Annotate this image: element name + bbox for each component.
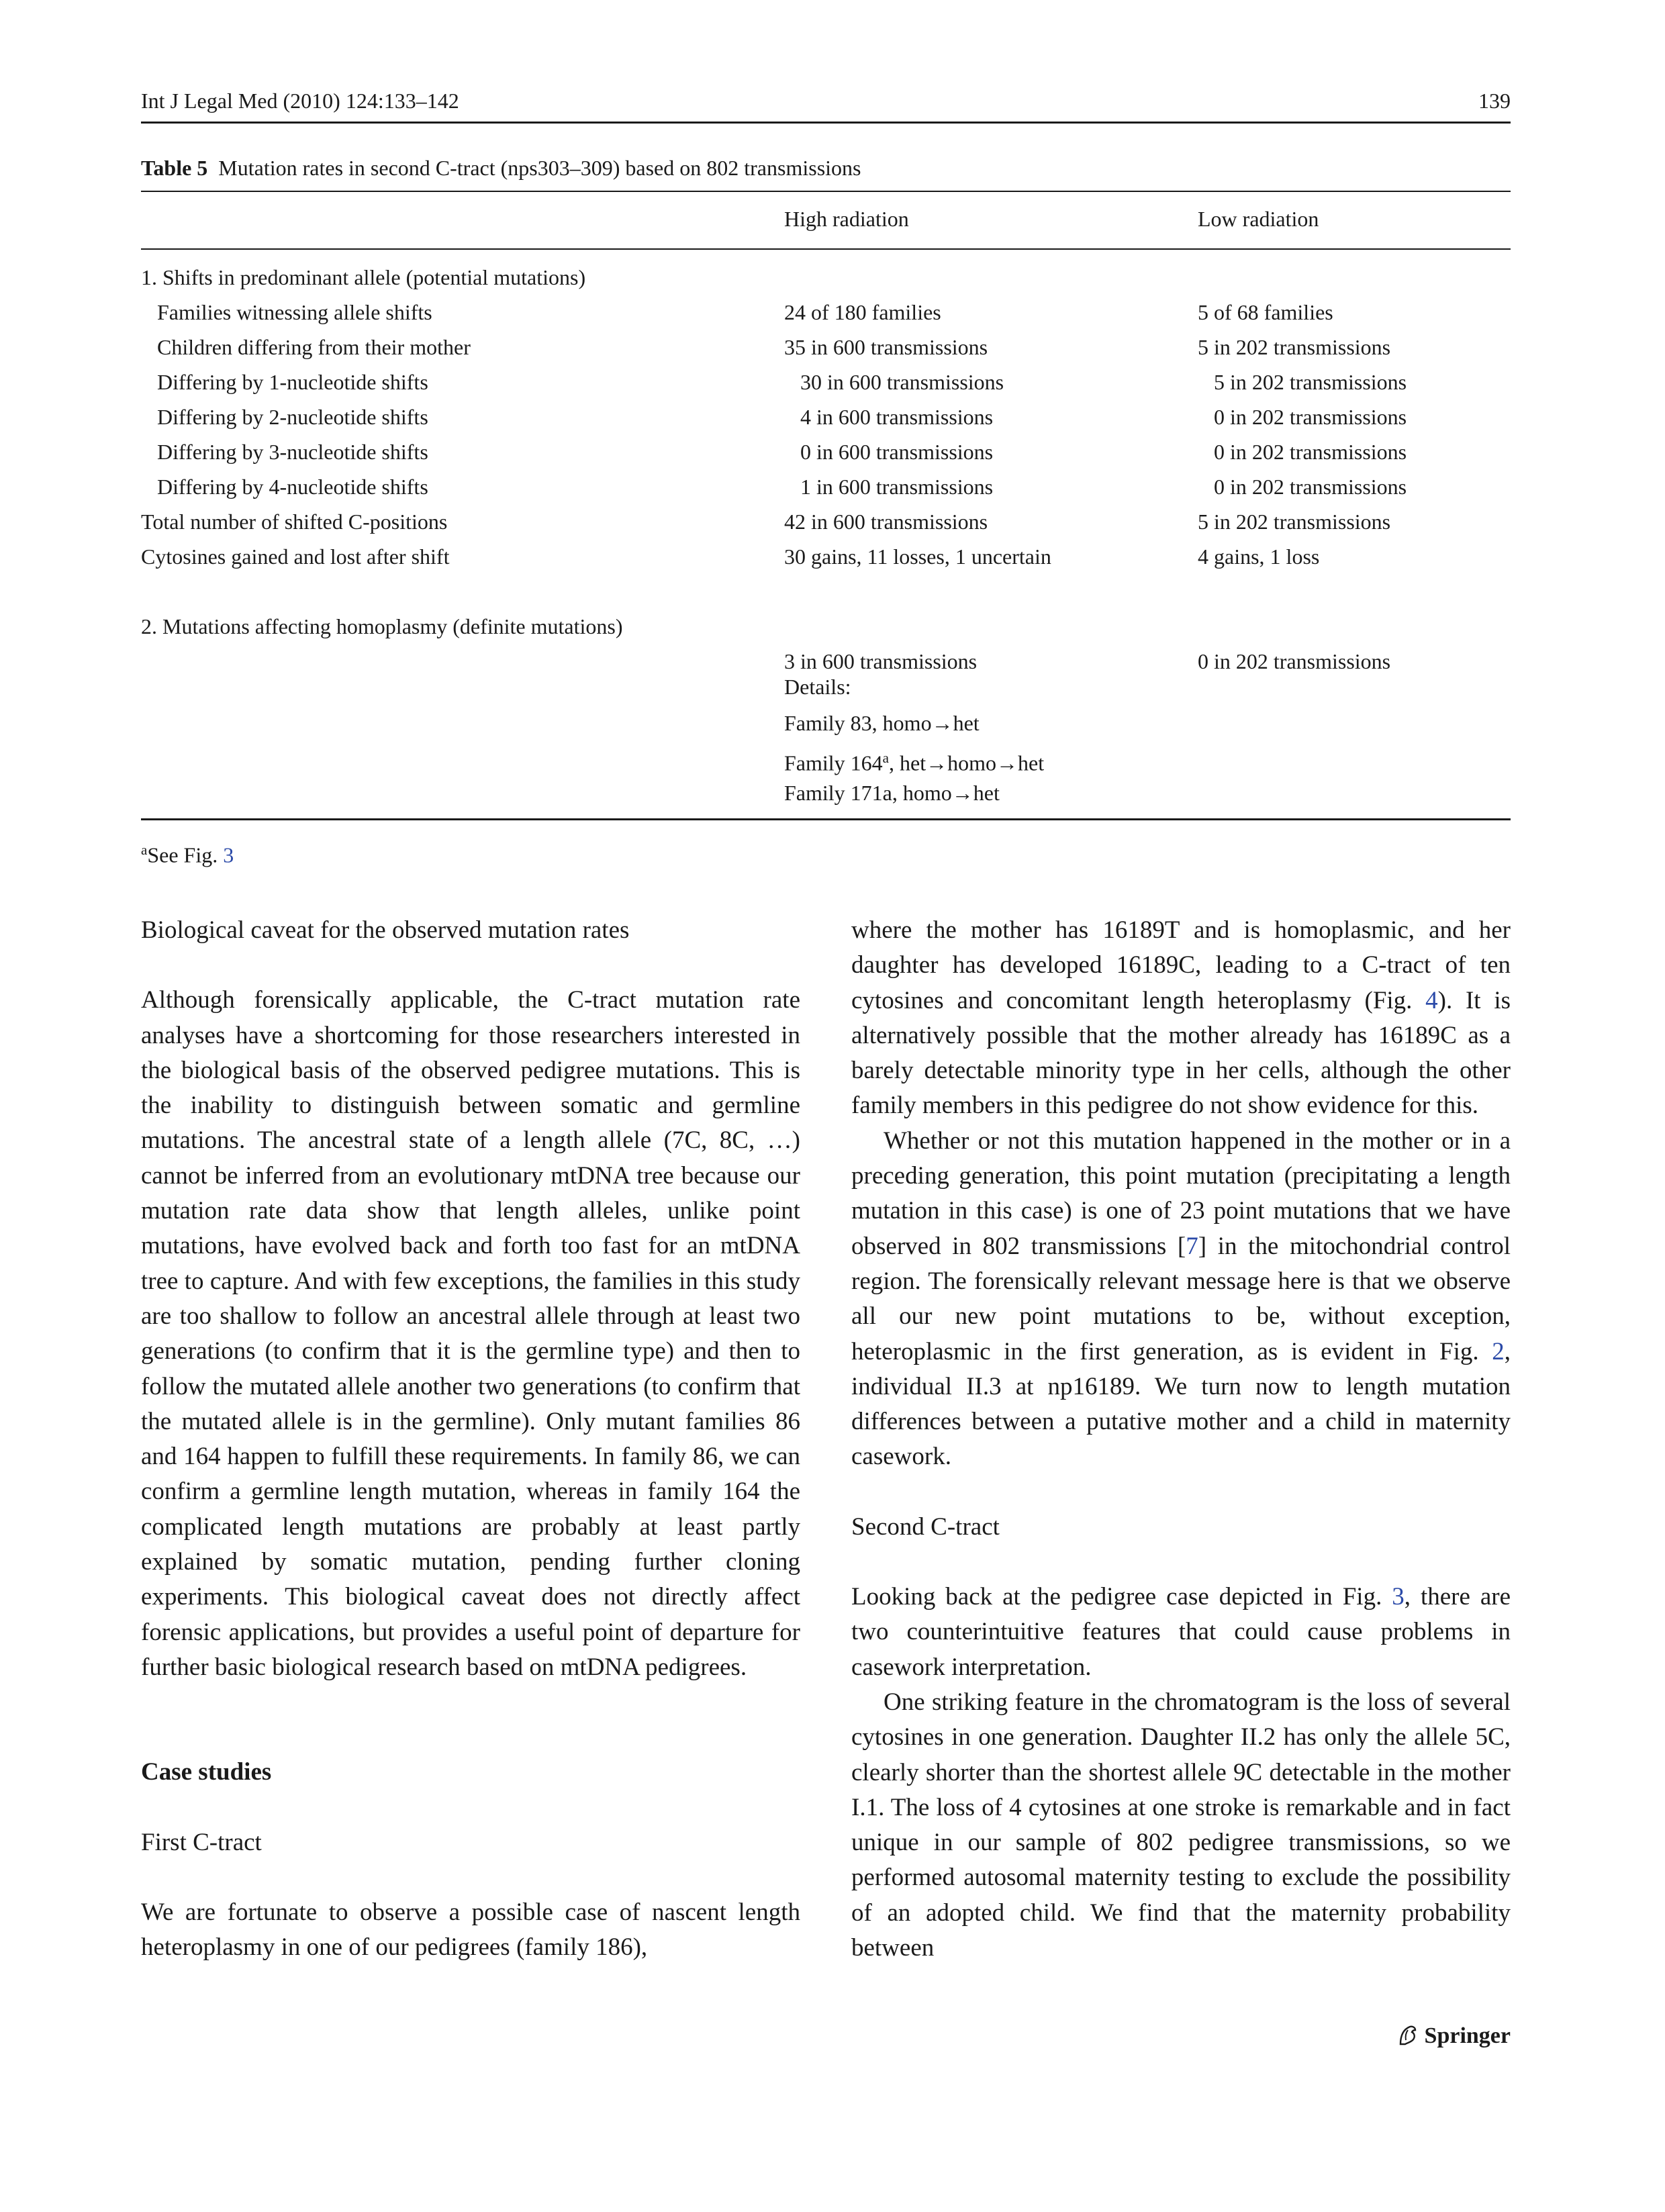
row-high: 30 gains, 11 losses, 1 uncertain xyxy=(784,544,1051,569)
row-high: 1 in 600 transmissions xyxy=(800,475,994,499)
detail-item: Family 171a, homo→het xyxy=(784,781,1000,805)
table-top-rule xyxy=(141,191,1511,192)
left-column xyxy=(141,913,800,1965)
publisher-mark xyxy=(1396,2023,1511,2053)
paragraph: Although forensically applicable, the C-tract mutation rate analyses have a shortcoming for those researchers interested in the biological basis of the observed pedigree mutations. This is the inability to distinguish between somatic and germline mutations. The ancestral state of a length allele (7C, 8C, …) cannot be inferred from an evolutionary mtDNA tree because our mutation rate data show that length alleles, unlike point mutations, have evolved back and forth too fast for an mtDNA tree to capture. And with few exceptions, the families in this study are too shallow to follow an ancestral allele through at least two generations (to confirm that it is the germline type) and then to follow the mutated allele another two generations (to confirm that the mutated allele is in the germline). Only mutant families 86 and 164 happen to fulfill these requirements. In family 86, we can confirm a germline length mutation, whereas in family 164 the complicated length mutations are probably at least partly explained by somatic mutation, pending further cloning experiments. This biological caveat does not directly affect forensic applications, but provides a useful point of departure for further basic biological research based on mtDNA pedigrees. xyxy=(141,986,800,1681)
paragraph xyxy=(851,913,1511,1124)
header-rule xyxy=(141,122,1511,124)
row-label: Differing by 1-nucleotide shifts xyxy=(157,370,428,394)
figure-link[interactable]: 2 xyxy=(1492,1337,1505,1365)
row-high: 35 in 600 transmissions xyxy=(784,335,988,359)
details-label: Details: xyxy=(784,675,851,699)
text-run: ] in the mitochondrial control region. The forensically relevant message here is that we observe all our new point mutations to be, without exception, heteroplasmic in the first generation, as is evident in Fig. xyxy=(851,1232,1511,1365)
row-label: Cytosines gained and lost after shift xyxy=(141,544,450,569)
figure-link[interactable]: 4 xyxy=(1425,986,1438,1014)
section-heading-caveat: Biological caveat for the observed mutation rates xyxy=(141,916,630,944)
row-low: 5 in 202 transmissions xyxy=(1198,335,1391,359)
section-heading-case-studies: Case studies xyxy=(141,1758,272,1786)
paragraph: We are fortunate to observe a possible case of nascent length heteroplasmy in one of our pedigrees (family 186), xyxy=(141,1898,800,1962)
section2-high: 3 in 600 transmissions xyxy=(784,649,978,673)
row-high: 0 in 600 transmissions xyxy=(800,440,994,464)
row-high: 30 in 600 transmissions xyxy=(800,370,1004,394)
row-label: Differing by 2-nucleotide shifts xyxy=(157,405,428,429)
footnote-text: See Fig. xyxy=(147,843,224,867)
springer-horse-icon xyxy=(1396,2024,1419,2053)
section2-low: 0 in 202 transmissions xyxy=(1198,649,1391,673)
right-column xyxy=(851,913,1511,1966)
row-low: 0 in 202 transmissions xyxy=(1214,405,1407,429)
detail-item: Family 83, homo→het xyxy=(784,711,980,735)
table-header-rule xyxy=(141,248,1511,250)
row-label: Total number of shifted C-positions xyxy=(141,510,448,534)
running-header xyxy=(141,89,1511,118)
row-high: 24 of 180 families xyxy=(784,300,941,324)
row-low: 4 gains, 1 loss xyxy=(1198,544,1320,569)
row-low: 5 in 202 transmissions xyxy=(1198,510,1391,534)
column-header-high: High radiation xyxy=(784,207,909,231)
row-low: 5 of 68 families xyxy=(1198,300,1333,324)
row-high: 42 in 600 transmissions xyxy=(784,510,988,534)
page-number: 139 xyxy=(1478,89,1511,113)
detail-text: Family 164 xyxy=(784,751,883,775)
section1-title: 1. Shifts in predominant allele (potential mutations) xyxy=(141,265,586,289)
reference-link[interactable]: 7 xyxy=(1186,1232,1198,1260)
text-run: Looking back at the pedigree case depicted in Fig. xyxy=(851,1583,1392,1611)
table-footnote xyxy=(141,842,234,868)
table-caption-text: Mutation rates in second C-tract (nps303–309) based on 802 transmissions xyxy=(218,156,861,180)
row-label: Differing by 4-nucleotide shifts xyxy=(157,475,428,499)
figure-link[interactable]: 3 xyxy=(1392,1583,1405,1611)
table-caption xyxy=(141,156,861,181)
row-label: Families witnessing allele shifts xyxy=(157,300,432,324)
text-run: where the mother has 16189T and is homoplasmic, and her daughter has developed 16189C, leading to a C-tract of ten cytosines and concomitant length heteroplasmy (Fig. xyxy=(851,916,1511,1014)
section2-title: 2. Mutations affecting homoplasmy (definite mutations) xyxy=(141,614,623,638)
paragraph: One striking feature in the chromatogram is the loss of several cytosines in one generation. Daughter II.2 has only the allele 5C, clearly shorter than the shortest allele 9C detectable in the mother I.1. The loss of 4 cytosines at one stroke is remarkable and in fact unique in our sample of 802 pedigree transmissions, so we performed autosomal maternity testing to exclude the possibility of an adopted child. We find that the maternity probability between xyxy=(851,1688,1511,1962)
column-header-low: Low radiation xyxy=(1198,207,1319,231)
row-low: 0 in 202 transmissions xyxy=(1214,475,1407,499)
subsection-heading-first-c-tract: First C-tract xyxy=(141,1828,262,1856)
text-run: Whether or not this mutation happened in the mother or in a preceding generation, this point mutation (precipitating a length mutation in this case) is one of 23 point mutations that we have observed in 802 transmissions [ xyxy=(851,1126,1511,1260)
journal-citation: Int J Legal Med (2010) 124:133–142 xyxy=(141,89,459,113)
detail-text: , het→homo→het xyxy=(889,751,1045,775)
paragraph xyxy=(851,1580,1511,1685)
row-low: 5 in 202 transmissions xyxy=(1214,370,1407,394)
row-high: 4 in 600 transmissions xyxy=(800,405,994,429)
footnote-mark: a xyxy=(141,842,148,858)
table-bottom-rule xyxy=(141,818,1511,820)
row-label: Children differing from their mother xyxy=(157,335,471,359)
detail-item xyxy=(784,744,1044,777)
figure-link[interactable]: 3 xyxy=(223,843,234,867)
paragraph xyxy=(851,1124,1511,1475)
text-run: , individual II.3 at np16189. We turn now to length mutation differences between a putative mother and a child in maternity casework. xyxy=(851,1337,1511,1471)
text-run: , there are two counterintuitive features that could cause problems in casework interpretation. xyxy=(851,1583,1511,1681)
publisher-name: Springer xyxy=(1424,2023,1511,2048)
page xyxy=(141,0,1511,2212)
text-run: ). It is alternatively possible that the mother already has 16189C as a barely detectable minority type in her cells, although the other family members in this pedigree do not show evidence for this. xyxy=(851,986,1511,1120)
detail-footnote-mark: a xyxy=(882,750,889,766)
subsection-heading-second-c-tract: Second C-tract xyxy=(851,1512,1000,1541)
table-label: Table 5 xyxy=(141,156,208,180)
row-low: 0 in 202 transmissions xyxy=(1214,440,1407,464)
row-label: Differing by 3-nucleotide shifts xyxy=(157,440,428,464)
